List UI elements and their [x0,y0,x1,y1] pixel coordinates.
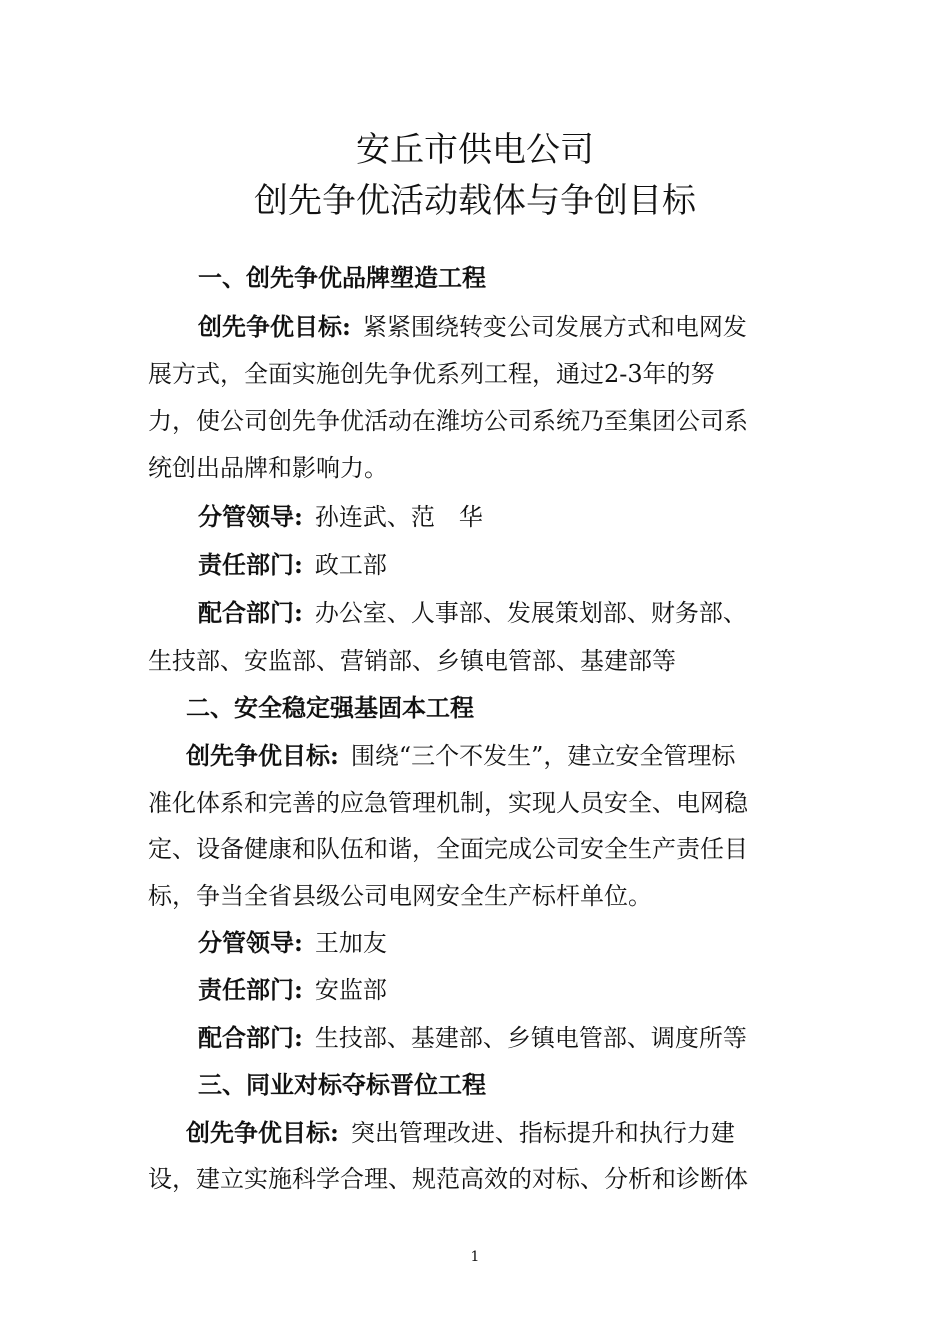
section-1-coop-row [0,597,950,629]
section-2-dept-row [0,974,950,1006]
section-3-goal-label: 创先争优目标: [186,1118,339,1147]
section-3-goal-line-2: 设，建立实施科学合理、规范高效的对标、分析和诊断体 [148,1165,748,1193]
section-1-goal-label: 创先争优目标: [198,312,351,341]
section-1-coop-label: 配合部门: [198,598,303,627]
section-2-heading: 二、安全稳定强基固本工程 [186,693,474,722]
page-number: 1 [470,1249,480,1265]
section-1-leader-value: 孙连武、范 华 [314,503,483,531]
section-3-goal-line-1 [0,1117,950,1149]
section-1-coop-line-2: 生技部、安监部、营销部、乡镇电管部、基建部等 [148,647,676,675]
document-title-line-2: 创先争优活动载体与争创目标 [254,181,696,221]
section-1-dept-value: 政工部 [314,551,387,579]
section-2-dept-value: 安监部 [314,976,387,1004]
section-2-goal-line-4: 标，争当全省县级公司电网安全生产标杆单位。 [148,882,652,910]
section-2-leader-value: 王加友 [314,929,387,957]
section-2-goal-line-1 [0,740,950,772]
section-2-leader-label: 分管领导: [198,928,303,957]
section-3-heading: 三、同业对标夺标晋位工程 [198,1070,486,1099]
section-2-goal-line-2: 准化体系和完善的应急管理机制，实现人员安全、电网稳 [148,789,748,817]
section-1-dept-row [0,549,950,581]
section-1-heading: 一、创先争优品牌塑造工程 [198,263,486,292]
section-1-leader-label: 分管领导: [198,502,303,531]
section-2-goal-line-3: 定、设备健康和队伍和谐，全面完成公司安全生产责任目 [148,835,748,863]
section-1-coop-text-1: 办公室、人事部、发展策划部、财务部、 [314,599,747,627]
section-1-leader-row [0,501,950,533]
section-1-goal-line-2: 展方式，全面实施创先争优系列工程，通过2-3年的努 [148,360,715,388]
section-1-goal-line-3: 力，使公司创先争优活动在潍坊公司系统乃至集团公司系 [148,407,748,435]
section-2-leader-row [0,927,950,959]
section-1-goal-text-1: 紧紧围绕转变公司发展方式和电网发 [362,313,747,341]
section-1-goal-line-4: 统创出品牌和影响力。 [148,454,388,482]
document-title-line-1: 安丘市供电公司 [356,130,594,170]
section-2-coop-text-1: 生技部、基建部、乡镇电管部、调度所等 [314,1024,747,1052]
section-2-goal-text-1: 围绕“三个不发生”，建立安全管理标 [350,742,736,770]
section-2-coop-label: 配合部门: [198,1023,303,1052]
section-2-dept-label: 责任部门: [198,975,303,1004]
section-1-goal-line-1 [0,311,950,343]
section-1-dept-label: 责任部门: [198,550,303,579]
section-2-coop-row [0,1022,950,1054]
section-3-goal-text-1: 突出管理改进、指标提升和执行力建 [350,1119,735,1147]
section-2-goal-label: 创先争优目标: [186,741,339,770]
